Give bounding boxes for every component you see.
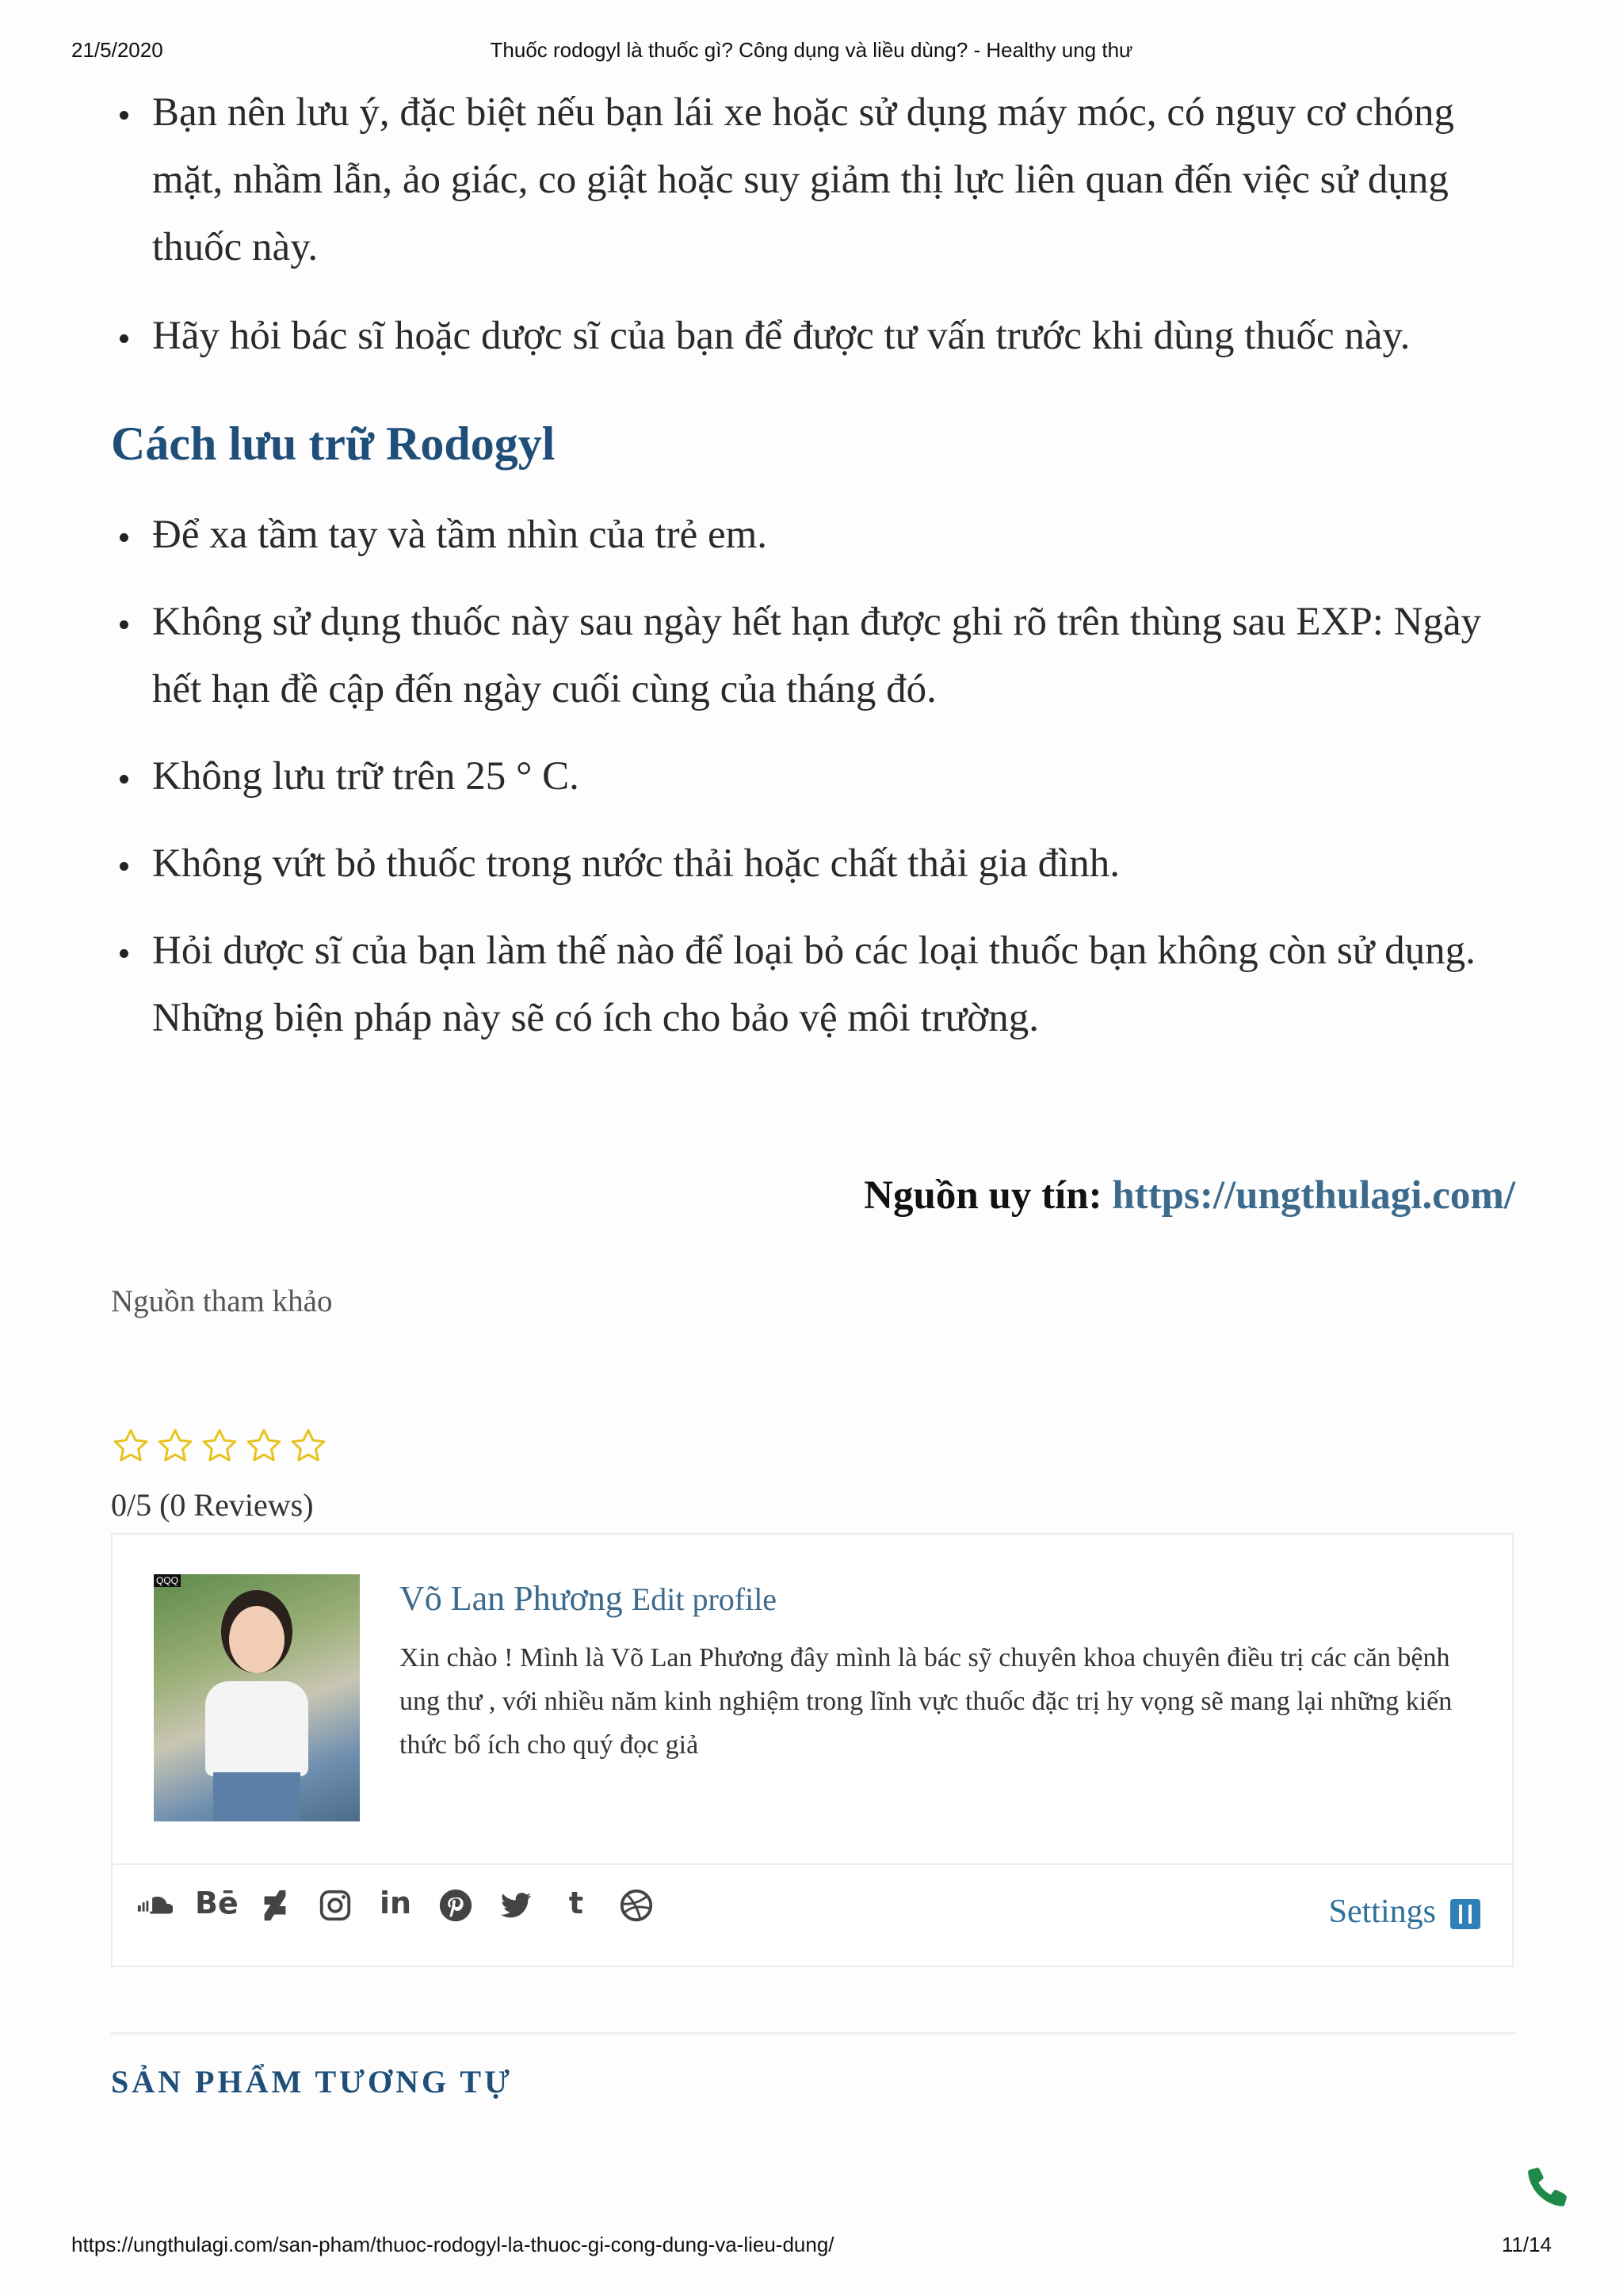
warnings-list xyxy=(111,79,1515,370)
author-bio: Xin chào ! Mình là Võ Lan Phương đây mình là bác sỹ chuyên khoa chuyên điều trị các căn bệnh ung thư , với nhiều năm kinh nghiệm trong lĩnh vực thuốc đặc trị hy vọng sẽ mang lại những kiến thức bổ ích cho quý đọc giả xyxy=(399,1643,1453,1760)
edit-profile-link[interactable]: Edit profile xyxy=(631,1581,777,1617)
reference-label[interactable]: Nguồn tham khảo xyxy=(111,1284,333,1318)
article-content xyxy=(111,79,1515,2100)
source-label: Nguồn uy tín: xyxy=(864,1173,1102,1218)
list-item: Không vứt bỏ thuốc trong nước thải hoặc chất thải gia đình. xyxy=(111,830,1515,898)
instagram-icon[interactable] xyxy=(315,1883,355,1923)
avatar-face xyxy=(229,1606,285,1673)
print-header xyxy=(0,38,1623,67)
settings-button[interactable] xyxy=(1329,1893,1480,1931)
social-links xyxy=(135,1883,674,1939)
pinterest-icon[interactable] xyxy=(436,1883,475,1923)
linkedin-icon[interactable]: in xyxy=(379,1886,412,1920)
dribbble-icon[interactable] xyxy=(617,1883,656,1923)
source-link[interactable]: https://ungthulagi.com/ xyxy=(1112,1173,1515,1218)
settings-label: Settings xyxy=(1328,1894,1436,1930)
rating-stars[interactable] xyxy=(111,1426,330,1474)
twitter-icon[interactable] xyxy=(496,1883,536,1923)
avatar-shorts xyxy=(213,1772,300,1821)
print-footer xyxy=(0,2233,1623,2261)
tumblr-icon[interactable]: t xyxy=(568,1886,584,1920)
rating-summary: 0/5 (0 Reviews) xyxy=(111,1487,314,1523)
related-products-title: SẢN PHẨM TƯƠNG TỰ xyxy=(111,2064,513,2100)
star-icon[interactable] xyxy=(155,1426,195,1466)
print-url: https://ungthulagi.com/san-pham/thuoc-rodogyl-la-thuoc-gi-cong-dung-va-lieu-dung/ xyxy=(71,2233,834,2256)
phone-call-button[interactable] xyxy=(1520,2159,1575,2214)
avatar-shirt xyxy=(205,1681,308,1776)
behance-icon[interactable]: Bē xyxy=(195,1886,239,1920)
print-page-title: Thuốc rodogyl là thuốc gì? Công dụng và liều dùng? - Healthy ung thư xyxy=(490,38,1133,62)
author-name-line xyxy=(399,1578,777,1619)
phone-icon xyxy=(1520,2159,1575,2214)
list-item: Không lưu trữ trên 25 ° C. xyxy=(111,743,1515,810)
sort-icon xyxy=(1450,1899,1480,1929)
author-avatar xyxy=(154,1574,360,1821)
deviantart-icon[interactable] xyxy=(255,1883,295,1923)
soundcloud-icon[interactable] xyxy=(135,1883,174,1923)
storage-list xyxy=(111,502,1515,1072)
star-icon[interactable] xyxy=(288,1426,328,1466)
page-number: 11/14 xyxy=(1501,2233,1552,2256)
list-item: Bạn nên lưu ý, đặc biệt nếu bạn lái xe hoặc sử dụng máy móc, có nguy cơ chóng mặt, nhầm lẫn, ảo giác, co giật hoặc suy giảm thị lực liên quan đến việc sử dụng thuốc này. xyxy=(111,79,1515,281)
list-item: Hãy hỏi bác sĩ hoặc dược sĩ của bạn để được tư vấn trước khi dùng thuốc này. xyxy=(111,303,1515,370)
author-name[interactable]: Võ Lan Phương xyxy=(399,1579,623,1618)
star-icon[interactable] xyxy=(200,1426,239,1466)
list-item: Không sử dụng thuốc này sau ngày hết hạn được ghi rõ trên thùng sau EXP: Ngày hết hạn đề cập đến ngày cuối cùng của tháng đó. xyxy=(111,589,1515,723)
author-box xyxy=(111,1533,1514,1967)
star-icon[interactable] xyxy=(111,1426,151,1466)
divider xyxy=(113,1863,1512,1865)
list-item: Hỏi dược sĩ của bạn làm thế nào để loại bỏ các loại thuốc bạn không còn sử dụng. Những biện pháp này sẽ có ích cho bảo vệ môi trường. xyxy=(111,917,1515,1052)
source-line xyxy=(864,1173,1515,1219)
print-date: 21/5/2020 xyxy=(71,38,163,62)
star-icon[interactable] xyxy=(244,1426,284,1466)
section-divider xyxy=(111,2032,1515,2035)
section-heading-storage: Cách lưu trữ Rodogyl xyxy=(111,418,556,470)
list-item: Để xa tầm tay và tầm nhìn của trẻ em. xyxy=(111,502,1515,569)
photo-tag: QQQ xyxy=(154,1574,181,1587)
